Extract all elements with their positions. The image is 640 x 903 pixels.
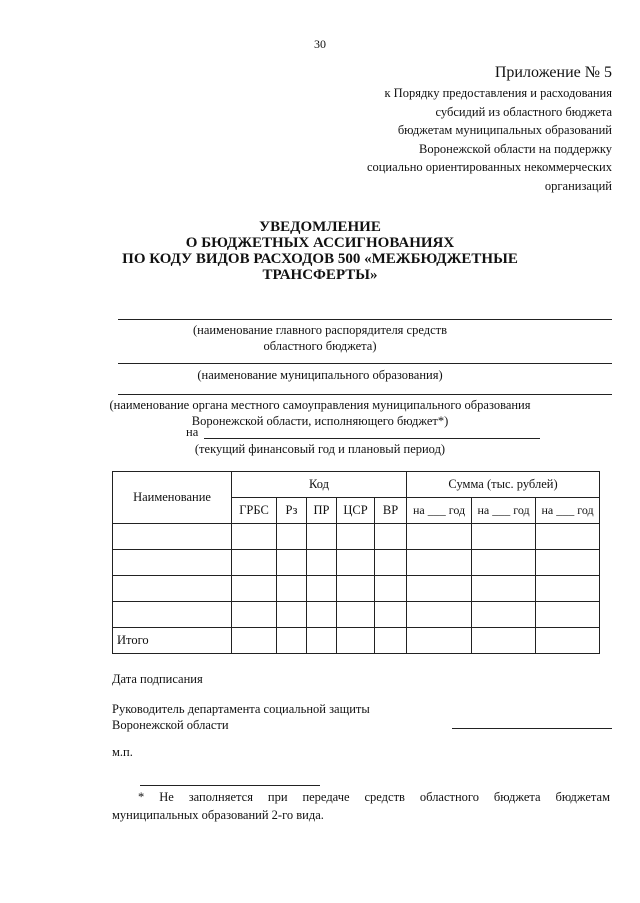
footnote-line: муниципальных образований 2-го вида. bbox=[112, 808, 324, 822]
title-line: ТРАНСФЕРТЫ» bbox=[262, 267, 378, 283]
header-vr: ВР bbox=[375, 498, 407, 524]
footnote-separator bbox=[140, 785, 320, 786]
title-line: О БЮДЖЕТНЫХ АССИГНОВАНИЯХ bbox=[185, 235, 455, 251]
head-signature-label bbox=[112, 701, 370, 733]
header-csr: ЦСР bbox=[337, 498, 375, 524]
caption-line: Воронежской области, исполняющего бюджет*) bbox=[191, 414, 449, 428]
table-row bbox=[113, 602, 600, 628]
header-sum: Сумма (тыс. рублей) bbox=[407, 472, 600, 498]
period-caption: (текущий финансовый год и плановый период) bbox=[194, 442, 446, 456]
seal-label: м.п. bbox=[112, 745, 133, 759]
total-row bbox=[113, 628, 600, 654]
appendix-header bbox=[367, 62, 612, 195]
table-row bbox=[113, 576, 600, 602]
appendix-line: субсидий из областного бюджета bbox=[435, 104, 612, 119]
header-year-1: на ___ год bbox=[407, 498, 472, 524]
caption-line: областного бюджета) bbox=[263, 339, 377, 353]
appendix-line: Воронежской области на поддержку bbox=[419, 141, 612, 156]
page-number: 30 bbox=[314, 37, 326, 51]
local-gov-caption bbox=[0, 397, 640, 429]
footnote bbox=[112, 788, 610, 824]
document-title bbox=[0, 219, 640, 283]
signing-date-label: Дата подписания bbox=[112, 672, 203, 686]
municipality-caption: (наименование муниципального образования) bbox=[197, 368, 443, 382]
header-rz: Рз bbox=[277, 498, 307, 524]
signature-line bbox=[452, 728, 612, 729]
local-gov-field-line bbox=[118, 394, 612, 395]
head-label-line: Воронежской области bbox=[112, 718, 229, 732]
caption-line: (наименование органа местного самоуправления муниципального образования bbox=[109, 398, 531, 412]
title-line: УВЕДОМЛЕНИЕ bbox=[259, 219, 381, 235]
table-row bbox=[113, 524, 600, 550]
appendix-title: Приложение № 5 bbox=[494, 64, 612, 81]
header-name: Наименование bbox=[113, 472, 232, 524]
distributor-caption bbox=[0, 322, 640, 354]
caption-line: (наименование главного распорядителя средств bbox=[192, 323, 448, 337]
appendix-line: социально ориентированных некоммерческих bbox=[366, 160, 612, 174]
header-year-2: на ___ год bbox=[472, 498, 536, 524]
header-year-3: на ___ год bbox=[536, 498, 600, 524]
municipality-field-line bbox=[118, 363, 612, 364]
table-row bbox=[113, 550, 600, 576]
distributor-field-line bbox=[118, 319, 612, 320]
header-grbs: ГРБС bbox=[232, 498, 277, 524]
period-prefix: на bbox=[186, 425, 199, 439]
head-label-line: Руководитель департамента социальной защиты bbox=[112, 702, 370, 716]
footnote-line: * Не заполняется при передаче средств областного бюджета бюджетам bbox=[138, 790, 610, 804]
period-field-line bbox=[204, 438, 540, 439]
appendix-line: бюджетам муниципальных образований bbox=[397, 123, 612, 137]
total-label: Итого bbox=[113, 628, 232, 654]
header-code: Код bbox=[232, 472, 407, 498]
appendix-line: организаций bbox=[544, 178, 612, 193]
header-pr: ПР bbox=[307, 498, 337, 524]
appropriations-table bbox=[112, 471, 600, 654]
appendix-line: к Порядку предоставления и расходования bbox=[384, 86, 612, 100]
title-line: ПО КОДУ ВИДОВ РАСХОДОВ 500 «МЕЖБЮДЖЕТНЫЕ bbox=[122, 251, 518, 267]
